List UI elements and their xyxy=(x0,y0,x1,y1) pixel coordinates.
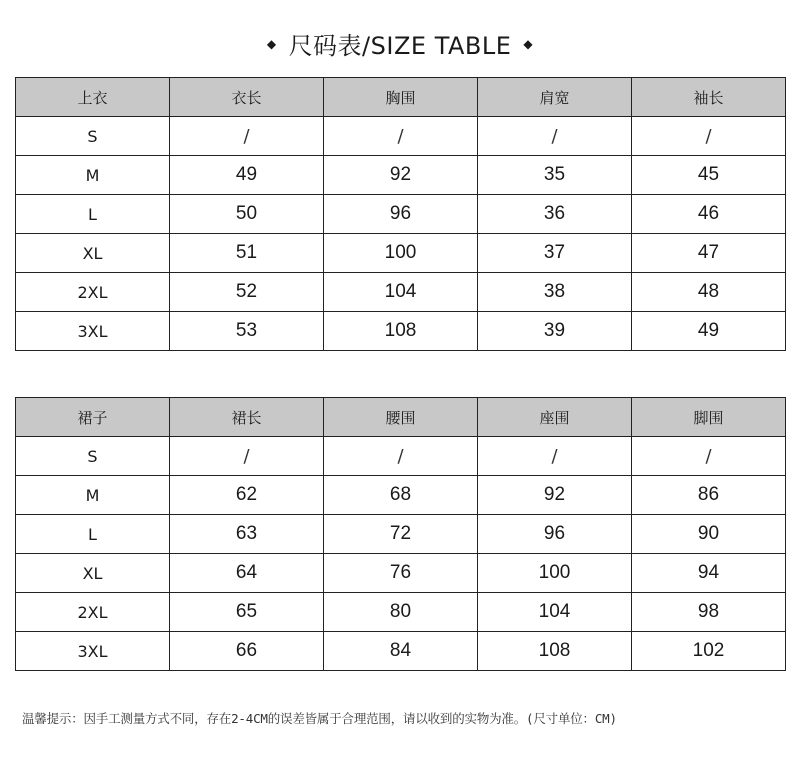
table-cell: 104 xyxy=(478,593,632,632)
table-cell: 47 xyxy=(632,234,786,273)
table-row xyxy=(16,195,786,234)
table-cell: / xyxy=(170,117,324,156)
size-cell: L xyxy=(16,195,170,234)
table-cell: 108 xyxy=(324,312,478,351)
table-cell: 36 xyxy=(478,195,632,234)
table-cell: / xyxy=(478,437,632,476)
table-cell: 37 xyxy=(478,234,632,273)
table-cell: 64 xyxy=(170,554,324,593)
size-cell: XL xyxy=(16,234,170,273)
table-row xyxy=(16,234,786,273)
table-row xyxy=(16,117,786,156)
top-header-category: 上衣 xyxy=(16,78,170,117)
table-cell: 100 xyxy=(478,554,632,593)
skirt-header-hem: 脚围 xyxy=(632,398,786,437)
top-header-chest: 胸围 xyxy=(324,78,478,117)
table-cell: 68 xyxy=(324,476,478,515)
table-cell: 51 xyxy=(170,234,324,273)
table-row xyxy=(16,632,786,671)
table-cell: 62 xyxy=(170,476,324,515)
size-cell: 2XL xyxy=(16,593,170,632)
table-cell: 35 xyxy=(478,156,632,195)
size-cell: 2XL xyxy=(16,273,170,312)
table-cell: / xyxy=(324,437,478,476)
size-cell: M xyxy=(16,476,170,515)
table-row xyxy=(16,593,786,632)
table-cell: 86 xyxy=(632,476,786,515)
table-cell: 80 xyxy=(324,593,478,632)
table-cell: 53 xyxy=(170,312,324,351)
top-size-table xyxy=(15,77,786,351)
table-row xyxy=(16,273,786,312)
table-row xyxy=(16,312,786,351)
skirt-table-header-row xyxy=(16,398,786,437)
top-table-header-row xyxy=(16,78,786,117)
page-title xyxy=(0,28,800,65)
table-cell: / xyxy=(478,117,632,156)
skirt-size-table xyxy=(15,397,786,671)
table-cell: 84 xyxy=(324,632,478,671)
table-cell: 49 xyxy=(170,156,324,195)
size-cell: S xyxy=(16,437,170,476)
skirt-header-length: 裙长 xyxy=(170,398,324,437)
diamond-left-icon: ◆ xyxy=(266,37,277,51)
top-header-sleeve: 袖长 xyxy=(632,78,786,117)
table-row xyxy=(16,437,786,476)
table-cell: 63 xyxy=(170,515,324,554)
table-cell: 76 xyxy=(324,554,478,593)
table-cell: 96 xyxy=(324,195,478,234)
size-cell: 3XL xyxy=(16,632,170,671)
table-row xyxy=(16,515,786,554)
table-cell: 98 xyxy=(632,593,786,632)
table-cell: 96 xyxy=(478,515,632,554)
table-cell: 49 xyxy=(632,312,786,351)
table-cell: / xyxy=(170,437,324,476)
table-cell: 45 xyxy=(632,156,786,195)
table-cell: 65 xyxy=(170,593,324,632)
table-cell: 100 xyxy=(324,234,478,273)
table-cell: 102 xyxy=(632,632,786,671)
table-cell: 104 xyxy=(324,273,478,312)
table-cell: / xyxy=(324,117,478,156)
table-cell: 38 xyxy=(478,273,632,312)
size-cell: XL xyxy=(16,554,170,593)
top-header-shoulder: 肩宽 xyxy=(478,78,632,117)
skirt-header-category: 裙子 xyxy=(16,398,170,437)
size-cell: S xyxy=(16,117,170,156)
table-cell: / xyxy=(632,437,786,476)
table-cell: 92 xyxy=(324,156,478,195)
skirt-header-hip: 座围 xyxy=(478,398,632,437)
skirt-header-waist: 腰围 xyxy=(324,398,478,437)
table-cell: 94 xyxy=(632,554,786,593)
table-cell: 108 xyxy=(478,632,632,671)
table-cell: 46 xyxy=(632,195,786,234)
table-cell: 52 xyxy=(170,273,324,312)
size-cell: M xyxy=(16,156,170,195)
title-text: 尺码表/SIZE TABLE xyxy=(288,32,512,60)
table-cell: 72 xyxy=(324,515,478,554)
table-cell: 50 xyxy=(170,195,324,234)
size-cell: 3XL xyxy=(16,312,170,351)
size-cell: L xyxy=(16,515,170,554)
table-row xyxy=(16,476,786,515)
table-cell: 66 xyxy=(170,632,324,671)
table-cell: 92 xyxy=(478,476,632,515)
table-cell: 39 xyxy=(478,312,632,351)
table-row xyxy=(16,554,786,593)
diamond-right-icon: ◆ xyxy=(523,37,534,51)
table-cell: 48 xyxy=(632,273,786,312)
table-cell: / xyxy=(632,117,786,156)
measurement-note: 温馨提示：因手工测量方式不同，存在2-4CM的误差皆属于合理范围，请以收到的实物为准。(尺寸单位：CM) xyxy=(22,711,617,726)
top-header-length: 衣长 xyxy=(170,78,324,117)
table-row xyxy=(16,156,786,195)
table-cell: 90 xyxy=(632,515,786,554)
